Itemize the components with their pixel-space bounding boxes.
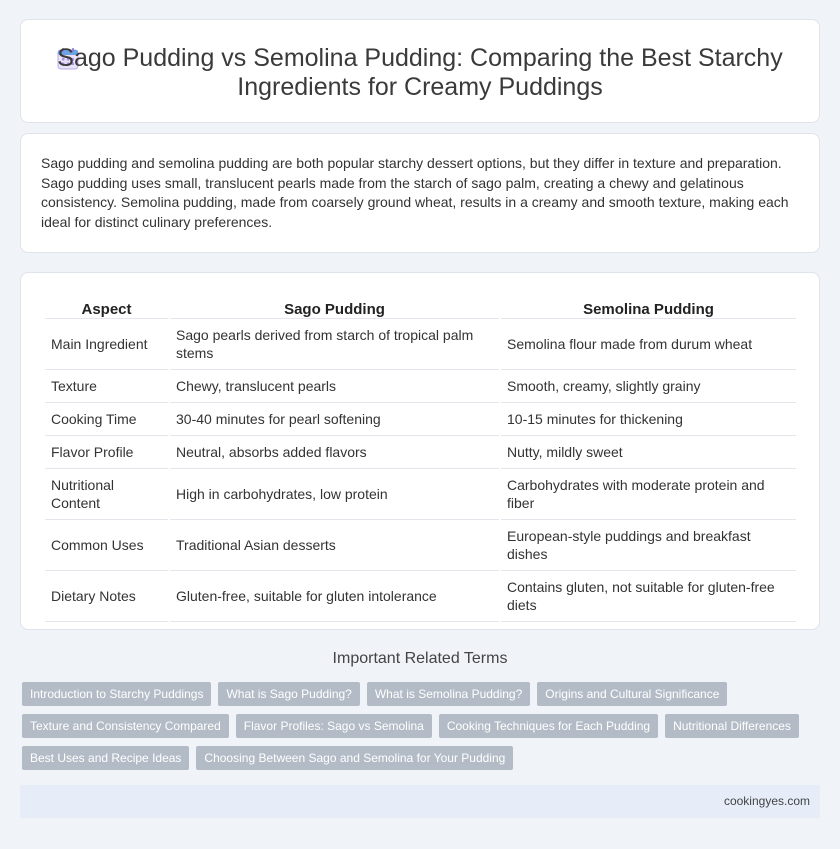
page-title-line2: Ingredients for Creamy Puddings xyxy=(237,73,603,101)
table-row xyxy=(45,520,796,571)
cell-sago: Traditional Asian desserts xyxy=(170,520,499,571)
related-term-tag[interactable]: What is Semolina Pudding? xyxy=(367,682,530,706)
cell-aspect: Cooking Time xyxy=(45,403,168,436)
cell-aspect: Nutritional Content xyxy=(45,469,168,520)
cell-semolina: Semolina flour made from durum wheat xyxy=(501,319,796,370)
table-row xyxy=(45,403,796,436)
header-sago: Sago Pudding xyxy=(170,295,499,319)
related-term-tag[interactable]: Texture and Consistency Compared xyxy=(22,714,229,738)
comparison-card xyxy=(20,272,820,630)
header-semolina: Semolina Pudding xyxy=(501,295,796,319)
cell-semolina: Carbohydrates with moderate protein and fiber xyxy=(501,469,796,520)
footer-site-link[interactable]: cookingyes.com xyxy=(723,794,810,808)
related-term-tag[interactable]: Nutritional Differences xyxy=(665,714,799,738)
cell-sago: Sago pearls derived from starch of tropical palm stems xyxy=(170,319,499,370)
cell-semolina: Nutty, mildly sweet xyxy=(501,436,796,469)
related-terms-heading: Important Related Terms xyxy=(332,650,508,667)
related-term-tag[interactable]: Choosing Between Sago and Semolina for Your Pudding xyxy=(196,746,513,770)
table-row xyxy=(45,571,796,622)
cell-sago: Chewy, translucent pearls xyxy=(170,370,499,403)
related-term-tag[interactable]: Cooking Techniques for Each Pudding xyxy=(439,714,658,738)
intro-paragraph: Sago pudding and semolina pudding are both popular starchy dessert options, but they differ in texture and preparation. Sago pudding uses small, translucent pearls made from the starch of sago palm, creating a chewy and gelatinous consistency. Semolina pudding, made from coarsely ground wheat, results in a creamy and smooth texture, making each ideal for distinct culinary preferences. xyxy=(41,155,789,230)
header-aspect: Aspect xyxy=(45,295,168,319)
table-row xyxy=(45,469,796,520)
cell-semolina: 10-15 minutes for thickening xyxy=(501,403,796,436)
cell-aspect: Texture xyxy=(45,370,168,403)
footer xyxy=(20,785,820,818)
cell-aspect: Dietary Notes xyxy=(45,571,168,622)
cell-sago: 30-40 minutes for pearl softening xyxy=(170,403,499,436)
cell-aspect: Flavor Profile xyxy=(45,436,168,469)
related-term-tag[interactable]: Best Uses and Recipe Ideas xyxy=(22,746,189,770)
header-card xyxy=(20,19,820,123)
intro-card xyxy=(20,133,820,253)
cell-semolina: Smooth, creamy, slightly grainy xyxy=(501,370,796,403)
page-title-line1: Sago Pudding vs Semolina Pudding: Comparing the Best Starchy xyxy=(57,44,783,72)
related-terms-list xyxy=(22,682,822,778)
cell-sago: High in carbohydrates, low protein xyxy=(170,469,499,520)
cell-semolina: Contains gluten, not suitable for gluten-free diets xyxy=(501,571,796,622)
table-row xyxy=(45,436,796,469)
cell-semolina: European-style puddings and breakfast dishes xyxy=(501,520,796,571)
related-term-tag[interactable]: What is Sago Pudding? xyxy=(218,682,359,706)
table-row xyxy=(45,319,796,370)
page-title xyxy=(57,44,782,102)
related-term-tag[interactable]: Introduction to Starchy Puddings xyxy=(22,682,211,706)
cell-aspect: Common Uses xyxy=(45,520,168,571)
cell-sago: Neutral, absorbs added flavors xyxy=(170,436,499,469)
related-term-tag[interactable]: Origins and Cultural Significance xyxy=(537,682,727,706)
related-term-tag[interactable]: Flavor Profiles: Sago vs Semolina xyxy=(236,714,432,738)
comparison-table xyxy=(43,295,798,622)
cell-aspect: Main Ingredient xyxy=(45,319,168,370)
table-row xyxy=(45,370,796,403)
cell-sago: Gluten-free, suitable for gluten intolerance xyxy=(170,571,499,622)
table-header-row xyxy=(45,295,796,319)
